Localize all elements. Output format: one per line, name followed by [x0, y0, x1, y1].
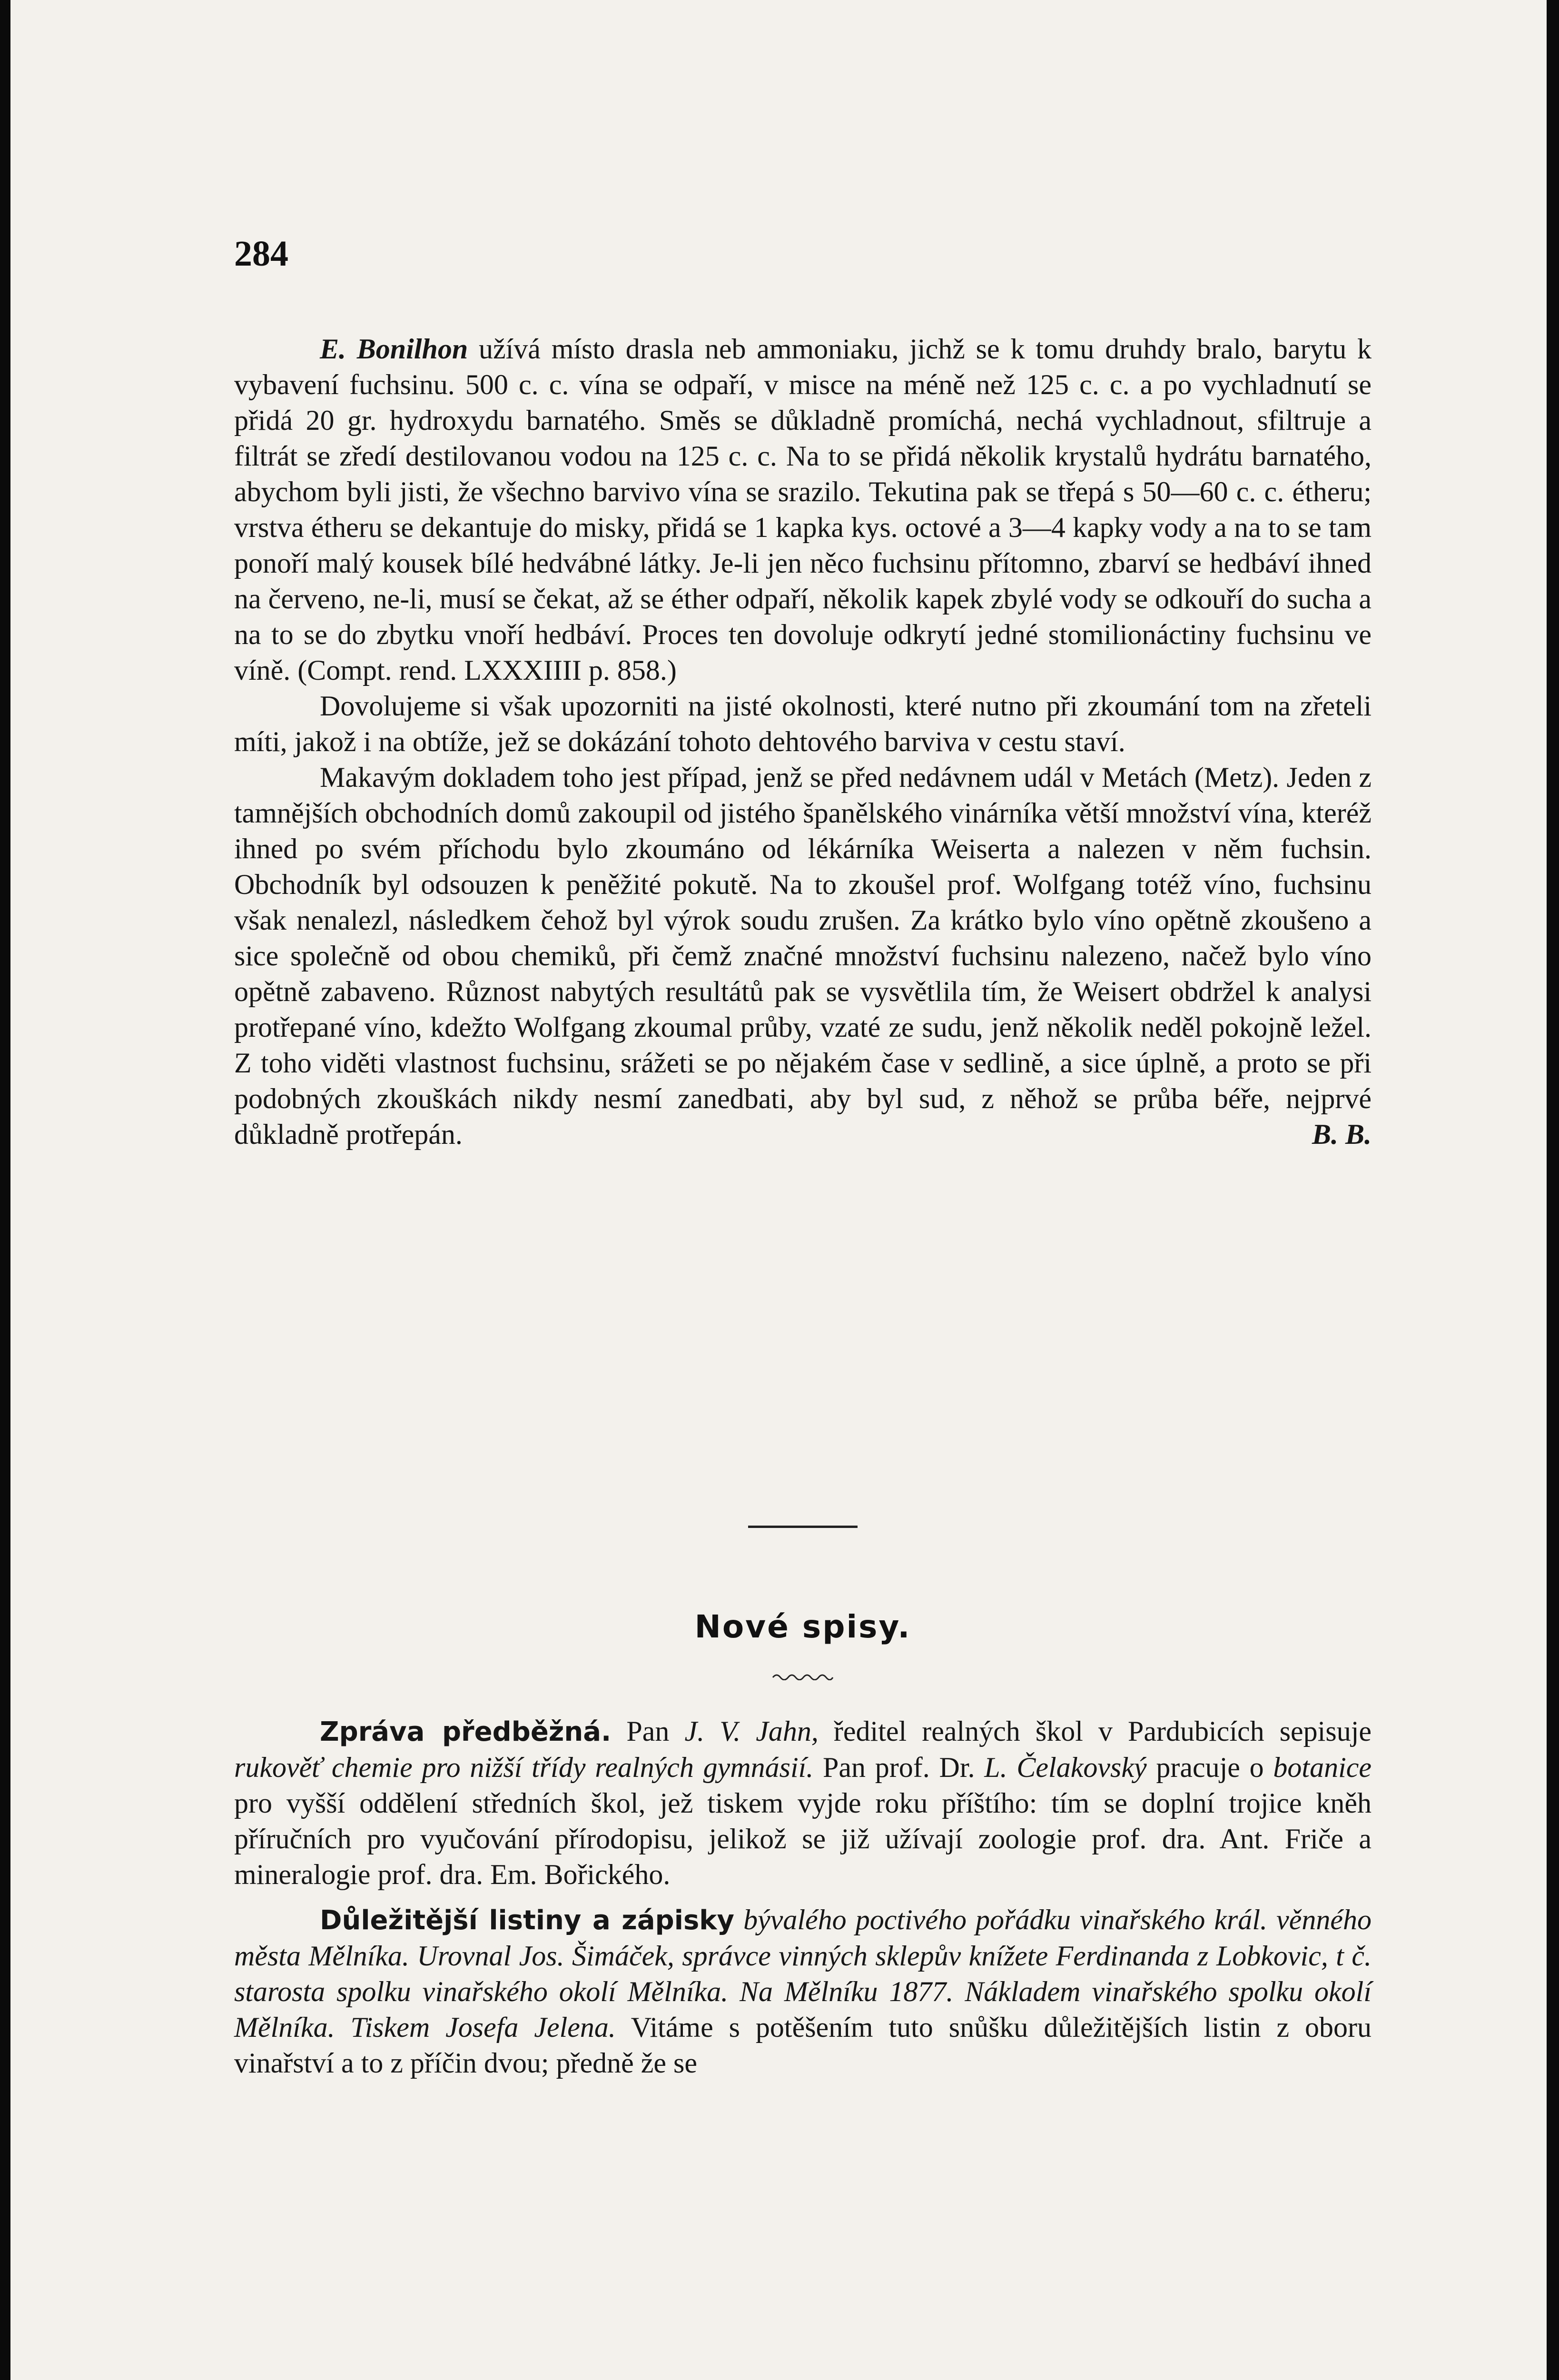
news-item-1-text-e: pro vyšší oddělení středních škol, jež tiskem vyjde roku příštího: tím se doplní trojice kněh příručních pro vyučování přírodopisu, jelikož se již užívají zoologie prof. dra. Ant. Friče a mineralogie prof. dra. Em. Bořického.: [234, 1787, 1372, 1890]
news-item-1: [234, 1714, 1372, 1893]
paragraph-2: Dovolujeme si však upozorniti na jisté okolnosti, které nutno při zkoumání tom na zřeteli míti, jakož i na obtíže, jež se dokázání tohoto dehtového barviva v cestu staví.: [234, 690, 1372, 757]
news-item-1-title-2: botanice: [1273, 1752, 1372, 1783]
news-item-2: [234, 1902, 1372, 2081]
news-item-1-title-1: rukověť chemie pro nižší třídy realných gymnásií.: [234, 1752, 814, 1783]
paragraph-3-text: Makavým dokladem toho jest případ, jenž se před nedávnem udál v Metách (Metz). Jeden z tamnějších obchodních domů zakoupil od jistého španělského vinárníka větší množství vína, kteréž ihned po svém příchodu bylo zkoumáno od lékárníka Weiserta a nalezen v něm fuchsin. Obchodník byl odsouzen k peněžité pokutě. Na to zkoušel prof. Wolfgang totéž víno, fuchsinu však nenalezl, následkem čehož byl výrok soudu zrušen. Za krátko bylo víno opětně zkoušeno a sice společně od obou chemiků, při čemž značné množství fuchsinu nalezeno, načež bylo víno opětně zabaveno. Různost nabytých resultátů pak se vysvětlila tím, že Weisert obdržel k analysi protřepané víno, kdežto Wolfgang zkoumal průby, vzaté ze sudu, jenž několik neděl pokojně ležel. Z toho viděti vlastnost fuchsinu, srážeti se po nějakém čase v sedlině, a sice úplně, a proto se při podobných zkouškách nikdy nesmí zanedbati, aby byl sud, z něhož se průba béře, nejprvé důkladně protřepán.: [234, 762, 1372, 1150]
paragraph-1: [234, 331, 1372, 688]
author-name: E. Bonilhon: [320, 333, 468, 365]
news-item-1-name-2: L. Čelakovský: [984, 1752, 1147, 1783]
book-page: [10, 0, 1547, 2380]
news-item-2-title: bývalého poctivého pořádku vinařského král. věnného města Mělníka. Urovnal Jos. Šimáček, správce vinných sklepův knížete Ferdinanda z Lobkovic, t č. starosta spolku vinařského okolí Mělníka. Na Mělníku 1877. Nákladem vinařského spolku okolí Mělníka. Tiskem Josefa Jelena.: [234, 1904, 1372, 2043]
news-item-1-text-b: ředitel realných škol v Pardubicích sepisuje: [818, 1716, 1372, 1747]
news-section: [234, 1714, 1372, 2081]
news-item-2-lead: Důležitější listiny a zápisky: [320, 1905, 735, 1936]
news-item-1-text-d: pracuje o: [1146, 1752, 1273, 1783]
page-number: 284: [234, 234, 288, 274]
signature: B. B.: [1312, 1119, 1372, 1150]
news-item-1-lead: Zpráva předběžná.: [320, 1716, 612, 1747]
scan-border-right: [1547, 0, 1559, 2380]
paragraph-3: [234, 760, 1372, 1152]
scan-border-left: [0, 0, 10, 2380]
news-item-1-text-a: Pan: [611, 1716, 685, 1747]
news-item-1-name-1: J. V. Jahn,: [684, 1716, 819, 1747]
news-item-2-text: Vitáme s potěšením tuto snůšku důležitějších listin z oboru vinařství a to z příčin dvou; předně že se: [234, 2012, 1372, 2079]
article-fuchsin: [234, 331, 1372, 1152]
section-divider: [748, 1526, 858, 1528]
section-title: Nové spisy.: [694, 1608, 911, 1645]
wave-ornament: [772, 1671, 834, 1680]
news-item-1-text-c: Pan prof. Dr.: [813, 1752, 985, 1783]
paragraph-1-text: užívá místo drasla neb ammoniaku, jichž se k tomu druhdy bralo, barytu k vybavení fuchsinu. 500 c. c. vína se odpaří, v misce na méně než 125 c. c. a po vychladnutí se přidá 20 gr. hydroxydu barnatého. Směs se důkladně promíchá, nechá vychladnout, sfiltruje a filtrát se zředí destilovanou vodou na 125 c. c. Na to se přidá několik krystalů hydrátu barnatého, abychom byli jisti, že všechno barvivo vína se srazilo. Tekutina pak se třepá s 50—60 c. c. étheru; vrstva étheru se dekantuje do misky, přidá se 1 kapka kys. octové a 3—4 kapky vody a na to se tam ponoří malý kousek bílé hedvábné látky. Je-li jen něco fuchsinu přítomno, zbarví se hedbáví ihned na červeno, ne-li, musí se čekat, až se éther odpaří, několik kapek zbylé vody se odkouří do sucha a na to se do zbytku vnoří hedbáví. Proces ten dovoluje odkrytí jedné stomilionáctiny fuchsinu ve víně. (Compt. rend. LXXXIIII p. 858.): [234, 333, 1372, 686]
